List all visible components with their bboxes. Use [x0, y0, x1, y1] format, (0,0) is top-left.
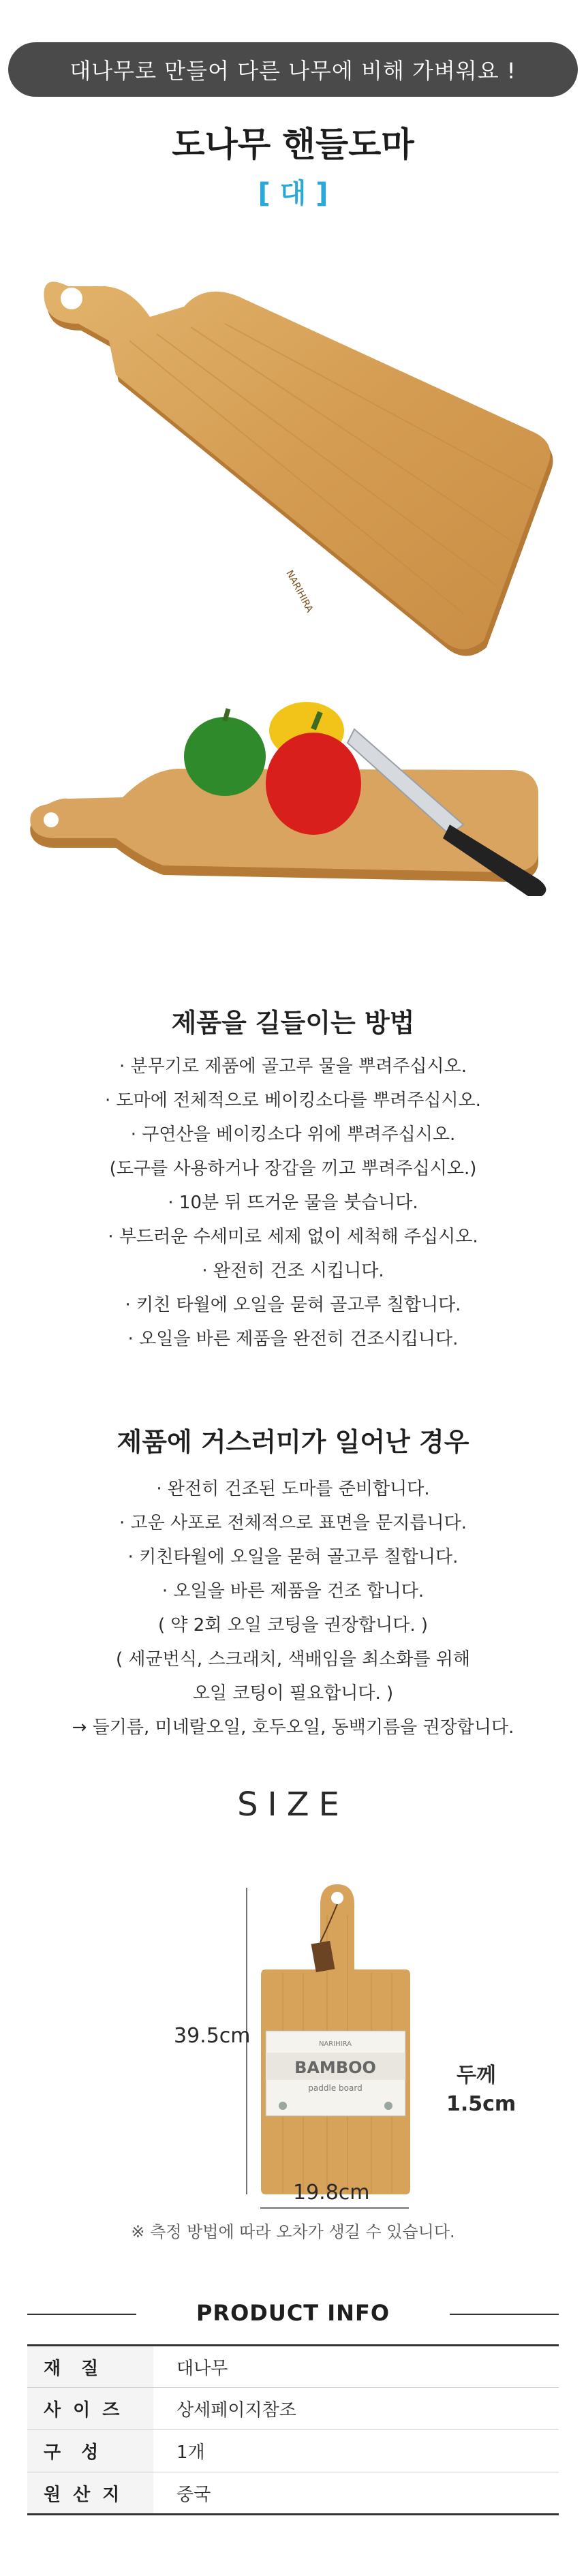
rough-step: · 완전히 건조된 도마를 준비합니다.	[156, 1479, 430, 1499]
height-label: 39.5cm	[174, 2024, 251, 2048]
product-info-table	[27, 2344, 559, 2515]
size-heading: SIZE	[237, 1785, 349, 1824]
seasoning-step: · 도마에 전체적으로 베이킹소다를 뿌려주십시오.	[105, 1090, 481, 1111]
table-row	[27, 2388, 559, 2430]
hero-board-image	[27, 259, 559, 681]
product-title: 도나무 핸들도마	[172, 125, 414, 164]
width-label: 19.8cm	[293, 2181, 370, 2205]
top-banner	[8, 42, 578, 97]
seasoning-step: · 키친 타월에 오일을 묻혀 골고루 칠합니다.	[125, 1295, 461, 1315]
board-label-title: BAMBOO	[294, 2058, 376, 2077]
lifestyle-image	[20, 688, 566, 961]
thickness-label: 두께	[457, 2064, 496, 2087]
info-value: 대나무	[153, 2346, 559, 2388]
table-row	[27, 2430, 559, 2472]
table-row	[27, 2472, 559, 2515]
seasoning-title: 제품을 길들이는 방법	[171, 1008, 415, 1038]
info-key: 재질	[27, 2346, 153, 2388]
banner-text: 대나무로 만들어 다른 나무에 비해 가벼워요 !	[70, 58, 516, 84]
seasoning-step: (도구를 사용하거나 장갑을 끼고 뿌려주십시오.)	[109, 1159, 477, 1179]
rough-step: · 키친타월에 오일을 묻혀 골고루 칠합니다.	[127, 1547, 459, 1567]
seasoning-step: · 부드러운 수세미로 세제 없이 세척해 주십시오.	[108, 1227, 478, 1247]
product-info-heading: PRODUCT INFO	[196, 2300, 390, 2326]
product-info-header	[27, 2300, 559, 2327]
board-label-brand: NARIHIRA	[318, 2040, 352, 2048]
board-logo-text: NARIHIRA	[283, 568, 315, 615]
rough-step: · 오일을 바른 제품을 건조 합니다.	[161, 1581, 425, 1601]
seasoning-step: · 10분 뒤 뜨거운 물을 붓습니다.	[168, 1193, 418, 1213]
thickness-value: 1.5cm	[446, 2092, 516, 2116]
info-value: 1개	[153, 2430, 559, 2472]
measurement-note: ※ 측정 방법에 따라 오차가 생길 수 있습니다.	[131, 2222, 455, 2241]
seasoning-steps	[0, 1049, 586, 1356]
info-key: 사이즈	[27, 2388, 153, 2430]
rough-title: 제품에 거스러미가 일어난 경우	[117, 1427, 469, 1457]
info-value: 중국	[153, 2472, 559, 2515]
board-label-subtitle: paddle board	[308, 2083, 363, 2093]
rough-steps	[0, 1472, 586, 1745]
info-key: 구성	[27, 2430, 153, 2472]
seasoning-step: · 분무기로 제품에 골고루 물을 뿌려주십시오.	[119, 1056, 467, 1077]
rough-step: ( 약 2회 오일 코팅을 권장합니다. )	[157, 1615, 429, 1636]
seasoning-step: · 오일을 바른 제품을 완전히 건조시킵니다.	[127, 1329, 459, 1349]
rough-step: 오일 코팅이 필요합니다. )	[192, 1683, 394, 1704]
rough-step: ( 세균번식, 스크래치, 색배임을 최소화를 위해	[115, 1649, 471, 1670]
size-tag: [ 대 ]	[258, 178, 328, 209]
info-value: 상세페이지참조	[153, 2388, 559, 2430]
rough-step: → 들기름, 미네랄오일, 호두오일, 동백기름을 권장합니다.	[72, 1717, 514, 1738]
table-row	[27, 2346, 559, 2388]
rough-step: · 고운 사포로 전체적으로 표면을 문지릅니다.	[119, 1513, 467, 1533]
info-key: 원산지	[27, 2472, 153, 2515]
seasoning-step: · 완전히 건조 시킵니다.	[202, 1261, 384, 1281]
seasoning-step: · 구연산을 베이킹소다 위에 뿌려주십시오.	[130, 1124, 456, 1145]
